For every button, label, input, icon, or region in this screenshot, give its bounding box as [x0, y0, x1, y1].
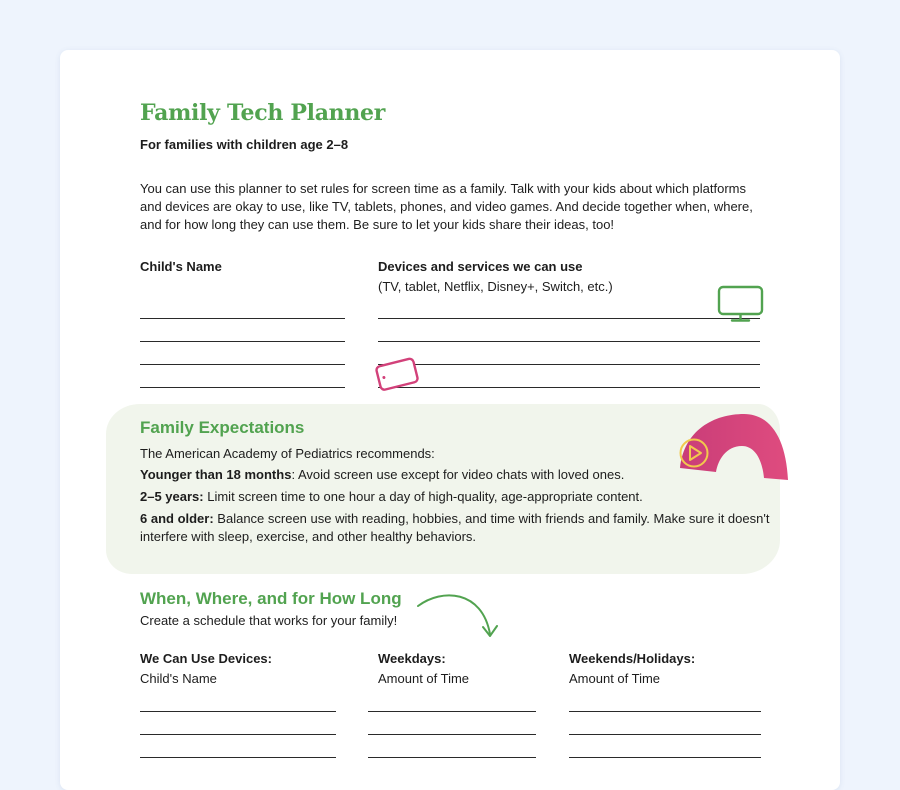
schedule-subheading: Create a schedule that works for your family! [140, 613, 398, 628]
page-title: Family Tech Planner [140, 100, 386, 126]
intro-paragraph: You can use this planner to set rules for screen time as a family. Talk with your kids about which platforms and devices are okay to use, like TV, tablets, phones, and video games. And decide together when, where, and for how long they can use them. Be sure to let your kids share their ideas, too! [140, 181, 753, 232]
schedule-heading: When, Where, and for How Long [140, 589, 402, 608]
child-name-line-1[interactable] [140, 318, 345, 319]
devices-hint: (TV, tablet, Netflix, Disney+, Switch, etc.) [378, 279, 613, 294]
rainbow-play-icon [672, 408, 792, 484]
child-name-label: Child's Name [140, 259, 222, 274]
child-name-line-3[interactable] [140, 364, 345, 365]
expectation-item-label: 6 and older: [140, 511, 214, 526]
column-hint-child-name: Child's Name [140, 671, 217, 686]
column-hint-weekends-time: Amount of Time [569, 671, 661, 686]
child-name-line-2[interactable] [140, 341, 345, 342]
expectation-item-text: : Avoid screen use except for video chats with loved ones. [291, 467, 625, 482]
expectation-item-text: Limit screen time to one hour a day of high-quality, age-appropriate content. [203, 489, 643, 504]
curved-arrow-icon [412, 586, 502, 642]
schedule-weekend-line-3[interactable] [569, 757, 761, 758]
devices-line-1[interactable] [378, 318, 760, 319]
expectation-continuation: interfere with sleep, exercise, and other healthy behaviors. [140, 529, 477, 544]
schedule-weekday-line-3[interactable] [368, 757, 536, 758]
schedule-name-line-1[interactable] [140, 711, 336, 712]
schedule-weekday-line-2[interactable] [368, 734, 536, 735]
child-name-line-4[interactable] [140, 387, 345, 388]
column-hint-weekdays-time: Amount of Time [378, 671, 470, 686]
expectation-item [140, 489, 643, 504]
tablet-icon [372, 354, 424, 394]
page-subtitle: For families with children age 2–8 [140, 137, 349, 152]
expectation-item-label: 2–5 years: [140, 489, 204, 504]
expectation-item-label: Younger than 18 months [140, 467, 292, 482]
devices-line-4[interactable] [378, 387, 760, 388]
expectations-heading: Family Expectations [140, 418, 305, 437]
schedule-weekend-line-2[interactable] [569, 734, 761, 735]
expectations-intro: The American Academy of Pediatrics recommends: [140, 446, 435, 461]
devices-label: Devices and services we can use [378, 259, 583, 274]
schedule-weekend-line-1[interactable] [569, 711, 761, 712]
expectation-item-text: Balance screen use with reading, hobbies, and time with friends and family. Make sure it doesn't [213, 511, 770, 526]
tv-icon [716, 284, 766, 324]
column-label-weekdays: Weekdays: [378, 651, 446, 666]
expectation-item [140, 511, 769, 526]
devices-line-3[interactable] [378, 364, 760, 365]
column-label-weekends: Weekends/Holidays: [569, 651, 696, 666]
column-label-devices: We Can Use Devices: [140, 651, 272, 666]
schedule-name-line-3[interactable] [140, 757, 336, 758]
schedule-weekday-line-1[interactable] [368, 711, 536, 712]
devices-line-2[interactable] [378, 341, 760, 342]
expectation-item [140, 467, 624, 482]
schedule-name-line-2[interactable] [140, 734, 336, 735]
